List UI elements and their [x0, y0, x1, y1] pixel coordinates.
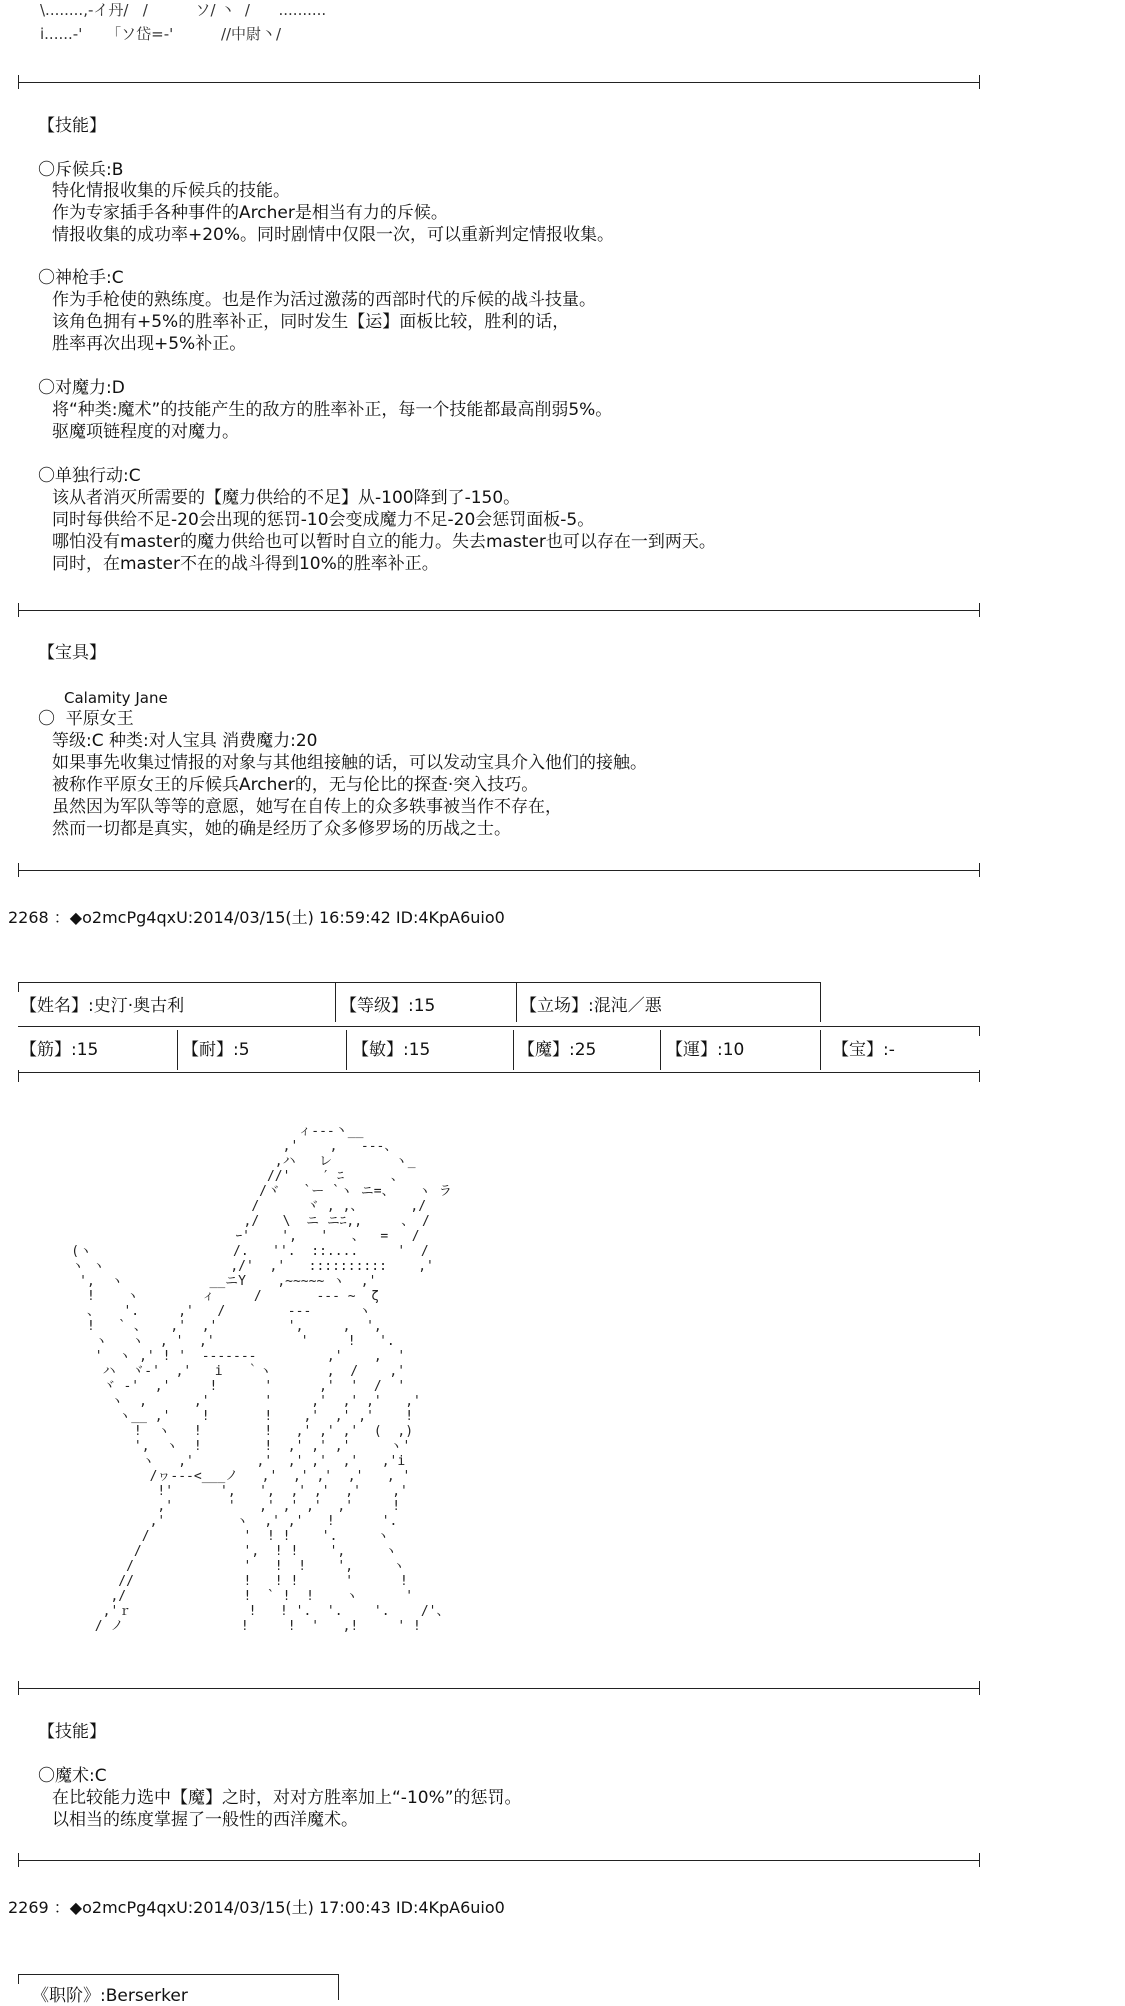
np-line: 如果事先收集过情报的对象与其他组接触的话，可以发动宝具介入他们的接触。 — [52, 753, 647, 773]
skill-line: 以相当的练度掌握了一般性的西洋魔术。 — [52, 1810, 358, 1830]
skill-title: 〇神枪手:C — [38, 268, 124, 288]
aa-fragment-row1: \........,-イ丹/ / ソ/ 丶 / .......... — [40, 1, 327, 19]
table-tick — [820, 1030, 821, 1070]
divider-end — [979, 1681, 980, 1695]
table-tick — [513, 1030, 514, 1070]
table-tick — [346, 1030, 347, 1070]
divider-end — [18, 75, 19, 89]
skill-line: 情报收集的成功率+20%。同时剧情中仅限一次，可以重新判定情报收集。 — [52, 225, 615, 245]
np-line: 虽然因为军队等等的意愿，她写在自传上的众多轶事被当作不存在， — [52, 797, 562, 817]
table-bottom-rule — [18, 1072, 980, 1073]
stat-endurance: 【耐】:5 — [182, 1040, 250, 1060]
divider-end — [18, 863, 19, 877]
ascii-art-character: ィ---丶__ ,' , ‐--、 ,ハ レ ヽ_ //' ′ ﾆ 、 /ヾ `ー `ヽ ニ=、 ヽ ラ / ヾ , ,、 ,/ ,/ \ ニ ニﾆ,, 、 / ｰ' ', ' 、 = / (ヽ /. ''. ::.... ' / ヽ ヽ ,/' ,' :::::::::: ,' ', ヽ __ニY ,~~~~~ ヽ ,' ! ヽ ィ / -‐‐ ~ ζ 、 '. ,' / ‐-- ヽ ! ` 、 ,' ,' ', , ', ヽ ヽ , ' ,' ' ! '. ' ヽ ,' ! ' ‐-----‐ ,' , ' ハ ヾ-' ,' i ｀ヽ , / ,' ヾ ‐' ,' ! ' ,' ' / ' ヽ , ,' ' ,' ,' ,' ,' ヽ__ ,' ! ! ,' ,' ,' ! ! ヽ ! ! ,' ,' ,' ( ,) ', ヽ ! ! ,' ,' ,' ヽ' ヽ ,' ,' ,' ,' ,' ,'i /ヮ---<___ノ ,' ,' ,' ,' , ' !' ', ', ,' ,' ,' ,' ,' ' ,' ,' ,' ,' ! ,' ヽ ,' ,' ! '. / ' ! ! '. ヽ / ', ! ! ', ヽ / ' ! ! ', ヽ // ! ! ! ' ! ,/ ! ` ! ! ヽ ' ,'ｒ ! ! '. '. '. /'、 / ノ ! ! ' ,! ' ! — [71, 1124, 452, 1634]
table-tick — [820, 982, 821, 1022]
divider-end — [979, 603, 980, 617]
table-tick — [979, 1026, 980, 1036]
divider-end — [18, 1681, 19, 1695]
stat-agility: 【敏】:15 — [352, 1040, 431, 1060]
divider-end — [979, 75, 980, 89]
table-tick — [516, 982, 517, 1022]
table-tick — [18, 982, 19, 992]
skill-line: 哪怕没有master的魔力供给也可以暂时自立的能力。失去master也可以存在一到两天。 — [52, 532, 716, 552]
np-ruby: Calamity Jane — [64, 689, 168, 707]
stat-noble-phantasm: 【宝】:- — [832, 1040, 895, 1060]
divider — [18, 870, 980, 871]
skill-title: 〇单独行动:C — [38, 466, 141, 486]
table-tick — [18, 1974, 19, 1984]
divider — [18, 82, 980, 83]
np-name: 〇 平原女王 — [38, 709, 134, 729]
np-line: 然而一切都是真实，她的确是经历了众多修罗场的历战之士。 — [52, 819, 511, 839]
table-mid-rule — [18, 1026, 980, 1027]
divider-end — [979, 863, 980, 877]
stat-luck: 【運】:10 — [666, 1040, 745, 1060]
skills-header: 【技能】 — [38, 116, 106, 136]
aa-fragment-row2: i......-' 「ソ岱=-' //中尉丶/ — [40, 25, 282, 43]
table-top-rule — [18, 982, 820, 983]
divider-end — [979, 1070, 980, 1082]
stat-strength: 【筋】:15 — [20, 1040, 99, 1060]
status-name: 【姓名】:史汀·奥古利 — [20, 996, 185, 1016]
class-line: 《职阶》:Berserker — [32, 1986, 188, 2006]
skill-line: 在比较能力选中【魔】之时，对对方胜率加上“-10%”的惩罚。 — [52, 1788, 522, 1808]
skill-line: 将“种类:魔术”的技能产生的敌方的胜率补正，每一个技能都最高削弱5%。 — [52, 400, 613, 420]
skill-title: 〇魔术:C — [38, 1766, 107, 1786]
divider — [18, 610, 980, 611]
np-header: 【宝具】 — [38, 643, 106, 663]
skill-line: 同时每供给不足-20会出现的惩罚-10会变成魔力不足-20会惩罚面板-5。 — [52, 510, 595, 530]
table-tick — [660, 1030, 661, 1070]
table-top-rule — [18, 1974, 338, 1975]
divider — [18, 1860, 980, 1861]
skill-line: 作为专家插手各种事件的Archer是相当有力的斥候。 — [52, 203, 448, 223]
skill-line: 作为手枪使的熟练度。也是作为活过激荡的西部时代的斥候的战斗技量。 — [52, 290, 596, 310]
skill-line: 胜率再次出现+5%补正。 — [52, 334, 247, 354]
divider — [18, 1688, 980, 1689]
divider-end — [18, 1070, 19, 1082]
np-line: 被称作平原女王的斥候兵Archer的，无与伦比的探查·突入技巧。 — [52, 775, 539, 795]
skill-line: 该角色拥有+5%的胜率补正，同时发生【运】面板比较，胜利的话， — [52, 312, 570, 332]
table-tick — [335, 982, 336, 1022]
skills-header: 【技能】 — [38, 1722, 106, 1742]
skill-title: 〇斥候兵:B — [38, 160, 124, 180]
np-line: 等级:C 种类:对人宝具 消费魔力:20 — [52, 731, 318, 751]
divider-end — [979, 1853, 980, 1867]
divider-end — [18, 603, 19, 617]
skill-line: 该从者消灭所需要的【魔力供给的不足】从-100降到了-150。 — [52, 488, 521, 508]
status-alignment: 【立场】:混沌／悪 — [520, 996, 662, 1016]
post-header: 2268 ：◆o2mcPg4qxU:2014/03/15(土) 16:59:42 ID:4KpA6uio0 — [8, 908, 505, 927]
table-tick — [177, 1030, 178, 1070]
table-tick — [338, 1974, 339, 2000]
divider-end — [18, 1853, 19, 1867]
skill-line: 特化情报收集的斥候兵的技能。 — [52, 181, 290, 201]
post-header: 2269 ：◆o2mcPg4qxU:2014/03/15(土) 17:00:43 ID:4KpA6uio0 — [8, 1898, 505, 1917]
skill-line: 同时，在master不在的战斗得到10%的胜率补正。 — [52, 554, 439, 574]
skill-title: 〇对魔力:D — [38, 378, 125, 398]
status-level: 【等级】:15 — [340, 996, 436, 1016]
stat-mana: 【魔】:25 — [518, 1040, 597, 1060]
skill-line: 驱魔项链程度的对魔力。 — [52, 422, 239, 442]
